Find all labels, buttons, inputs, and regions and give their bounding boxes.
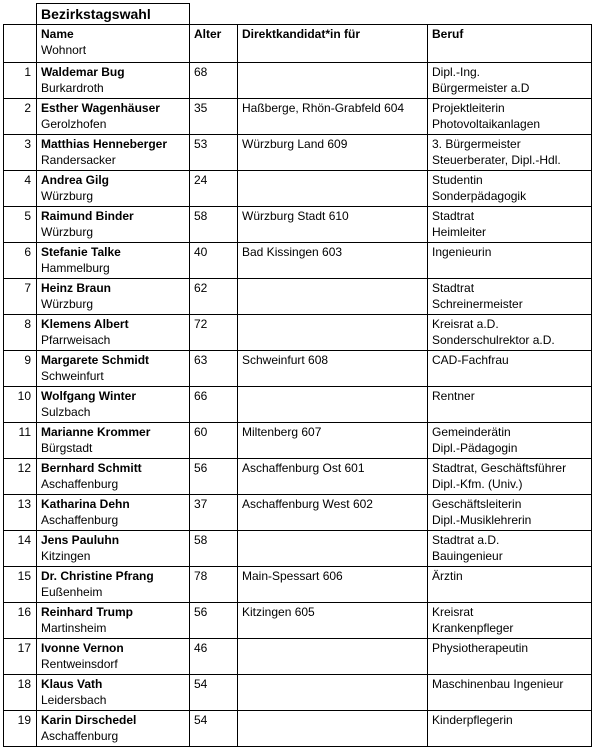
candidate-constituency xyxy=(238,639,428,675)
table-row xyxy=(4,567,592,603)
row-number: 4 xyxy=(4,171,37,207)
candidate-name: Waldemar Bug xyxy=(41,65,125,79)
candidate-age: 58 xyxy=(190,531,238,567)
row-number: 2 xyxy=(4,99,37,135)
candidate-age: 56 xyxy=(190,603,238,639)
candidate-age: 54 xyxy=(190,711,238,747)
candidate-profession-cell xyxy=(428,315,592,351)
candidate-profession-cell xyxy=(428,459,592,495)
candidate-cell xyxy=(37,711,190,747)
row-number: 18 xyxy=(4,675,37,711)
table-title: Bezirkstagswahl xyxy=(37,4,190,25)
candidate-profession-line2: Steuerberater, Dipl.-Hdl. xyxy=(432,153,561,167)
candidate-name: Raimund Binder xyxy=(41,209,134,223)
candidate-profession-line2: Schreinermeister xyxy=(432,297,523,311)
candidate-profession-line2: Bauingenieur xyxy=(432,549,503,563)
row-number: 3 xyxy=(4,135,37,171)
candidate-profession-line1: Stadtrat xyxy=(432,281,475,295)
candidate-constituency xyxy=(238,531,428,567)
candidate-profession-cell xyxy=(428,279,592,315)
candidate-age: 37 xyxy=(190,495,238,531)
candidate-constituency: Schweinfurt 608 xyxy=(238,351,428,387)
candidate-name: Jens Pauluhn xyxy=(41,533,120,547)
candidate-profession-cell xyxy=(428,207,592,243)
row-number: 7 xyxy=(4,279,37,315)
candidate-residence: Würzburg xyxy=(41,189,94,203)
candidate-constituency xyxy=(238,315,428,351)
header-beruf: Beruf xyxy=(428,25,592,63)
candidate-profession-cell xyxy=(428,135,592,171)
candidate-profession-line2: Dipl.-Kfm. (Univ.) xyxy=(432,477,523,491)
candidate-profession-line2: Heimleiter xyxy=(432,225,487,239)
candidate-profession-cell xyxy=(428,531,592,567)
row-number: 9 xyxy=(4,351,37,387)
candidate-profession-line1: Ärztin xyxy=(432,569,463,583)
candidate-age: 68 xyxy=(190,63,238,99)
candidate-profession-line1: Stadtrat xyxy=(432,209,475,223)
table-row xyxy=(4,531,592,567)
candidate-constituency: Kitzingen 605 xyxy=(238,603,428,639)
row-number: 15 xyxy=(4,567,37,603)
candidate-name: Matthias Henneberger xyxy=(41,137,168,151)
candidate-age: 54 xyxy=(190,675,238,711)
candidate-age: 58 xyxy=(190,207,238,243)
row-number: 1 xyxy=(4,63,37,99)
candidate-name: Klaus Vath xyxy=(41,677,103,691)
candidate-profession-line1: Stadtrat, Geschäftsführer xyxy=(432,461,567,475)
candidate-name: Klemens Albert xyxy=(41,317,129,331)
candidate-profession-line1: Maschinenbau Ingenieur xyxy=(432,677,564,691)
candidate-profession-cell xyxy=(428,567,592,603)
row-number: 11 xyxy=(4,423,37,459)
candidate-cell xyxy=(37,279,190,315)
candidate-constituency xyxy=(238,387,428,423)
candidate-residence: Bürgstadt xyxy=(41,441,93,455)
table-row xyxy=(4,459,592,495)
candidate-profession-line1: Ingenieurin xyxy=(432,245,492,259)
candidate-profession-line1: Stadtrat a.D. xyxy=(432,533,500,547)
row-number: 5 xyxy=(4,207,37,243)
candidate-cell xyxy=(37,351,190,387)
candidate-age: 24 xyxy=(190,171,238,207)
row-number: 14 xyxy=(4,531,37,567)
candidate-constituency: Würzburg Land 609 xyxy=(238,135,428,171)
candidate-profession-cell xyxy=(428,171,592,207)
candidate-cell xyxy=(37,531,190,567)
candidate-residence: Randersacker xyxy=(41,153,116,167)
candidate-residence: Schweinfurt xyxy=(41,369,104,383)
candidate-profession-line1: Studentin xyxy=(432,173,483,187)
table-row xyxy=(4,315,592,351)
candidate-name: Stefanie Talke xyxy=(41,245,121,259)
candidate-cell xyxy=(37,315,190,351)
table-row xyxy=(4,639,592,675)
candidate-age: 56 xyxy=(190,459,238,495)
table-row xyxy=(4,171,592,207)
candidate-constituency: Würzburg Stadt 610 xyxy=(238,207,428,243)
candidate-age: 35 xyxy=(190,99,238,135)
candidate-name: Ivonne Vernon xyxy=(41,641,124,655)
row-number: 6 xyxy=(4,243,37,279)
candidate-cell xyxy=(37,207,190,243)
candidate-residence: Hammelburg xyxy=(41,261,110,275)
candidate-constituency xyxy=(238,675,428,711)
candidate-constituency: Bad Kissingen 603 xyxy=(238,243,428,279)
candidate-cell xyxy=(37,603,190,639)
candidate-constituency: Miltenberg 607 xyxy=(238,423,428,459)
candidate-profession-line2: Photovoltaikanlagen xyxy=(432,117,541,131)
header-alter: Alter xyxy=(190,25,238,63)
candidate-profession-cell xyxy=(428,351,592,387)
candidate-profession-line1: 3. Bürgermeister xyxy=(432,137,521,151)
candidate-age: 62 xyxy=(190,279,238,315)
table-row xyxy=(4,135,592,171)
candidate-profession-line2: Dipl.-Musiklehrerin xyxy=(432,513,532,527)
table-row xyxy=(4,207,592,243)
candidate-name: Wolfgang Winter xyxy=(41,389,136,403)
row-number: 10 xyxy=(4,387,37,423)
candidate-profession-line1: Gemeinderätin xyxy=(432,425,511,439)
title-row xyxy=(4,4,592,25)
candidate-age: 53 xyxy=(190,135,238,171)
candidate-profession-line2: Bürgermeister a.D xyxy=(432,81,530,95)
table-row xyxy=(4,495,592,531)
candidate-residence: Würzburg xyxy=(41,225,94,239)
candidate-constituency xyxy=(238,171,428,207)
row-number: 8 xyxy=(4,315,37,351)
candidate-constituency xyxy=(238,279,428,315)
candidate-profession-cell xyxy=(428,711,592,747)
candidate-profession-cell xyxy=(428,423,592,459)
candidate-profession-line1: CAD-Fachfrau xyxy=(432,353,509,367)
table-row xyxy=(4,423,592,459)
title-spacer xyxy=(428,4,592,25)
candidate-age: 40 xyxy=(190,243,238,279)
candidate-profession-line1: Dipl.-Ing. xyxy=(432,65,481,79)
candidate-residence: Leidersbach xyxy=(41,693,107,707)
table-row xyxy=(4,711,592,747)
candidate-constituency: Aschaffenburg Ost 601 xyxy=(238,459,428,495)
candidate-cell xyxy=(37,63,190,99)
candidate-cell xyxy=(37,495,190,531)
table-row xyxy=(4,351,592,387)
row-number: 12 xyxy=(4,459,37,495)
candidate-table xyxy=(3,3,592,747)
candidate-profession-line1: Rentner xyxy=(432,389,475,403)
table-row xyxy=(4,279,592,315)
candidate-name: Marianne Krommer xyxy=(41,425,151,439)
candidate-cell xyxy=(37,639,190,675)
candidate-name: Bernhard Schmitt xyxy=(41,461,142,475)
candidate-residence: Würzburg xyxy=(41,297,94,311)
candidate-name: Dr. Christine Pfrang xyxy=(41,569,154,583)
table-row xyxy=(4,387,592,423)
candidate-residence: Aschaffenburg xyxy=(41,729,119,743)
header-direktkandidat: Direktkandidat*in für xyxy=(238,25,428,63)
candidate-profession-cell xyxy=(428,387,592,423)
table-row xyxy=(4,63,592,99)
table-row xyxy=(4,603,592,639)
candidate-profession-line2: Sonderpädagogik xyxy=(432,189,527,203)
candidate-constituency: Aschaffenburg West 602 xyxy=(238,495,428,531)
candidate-cell xyxy=(37,243,190,279)
table-row xyxy=(4,675,592,711)
candidate-cell xyxy=(37,567,190,603)
header-wohnort-label: Wohnort xyxy=(41,43,87,57)
candidate-age: 66 xyxy=(190,387,238,423)
candidate-constituency xyxy=(238,711,428,747)
candidate-profession-line1: Kinderpflegerin xyxy=(432,713,513,727)
candidate-cell xyxy=(37,99,190,135)
table-row xyxy=(4,243,592,279)
row-number: 13 xyxy=(4,495,37,531)
candidate-residence: Aschaffenburg xyxy=(41,513,119,527)
candidate-profession-cell xyxy=(428,243,592,279)
candidate-profession-cell xyxy=(428,63,592,99)
title-spacer xyxy=(4,4,37,25)
candidate-profession-line1: Kreisrat xyxy=(432,605,474,619)
candidate-profession-cell xyxy=(428,675,592,711)
row-number: 16 xyxy=(4,603,37,639)
candidate-name: Heinz Braun xyxy=(41,281,112,295)
candidate-residence: Burkardroth xyxy=(41,81,104,95)
candidate-profession-cell xyxy=(428,639,592,675)
candidate-cell xyxy=(37,171,190,207)
candidate-age: 46 xyxy=(190,639,238,675)
candidate-profession-cell xyxy=(428,495,592,531)
row-number: 19 xyxy=(4,711,37,747)
candidate-profession-line1: Geschäftsleiterin xyxy=(432,497,522,511)
candidate-residence: Martinsheim xyxy=(41,621,107,635)
row-number: 17 xyxy=(4,639,37,675)
candidate-name: Katharina Dehn xyxy=(41,497,130,511)
candidate-cell xyxy=(37,459,190,495)
candidate-constituency: Main-Spessart 606 xyxy=(238,567,428,603)
candidate-name: Reinhard Trump xyxy=(41,605,134,619)
candidate-profession-line1: Kreisrat a.D. xyxy=(432,317,499,331)
candidate-residence: Pfarrweisach xyxy=(41,333,111,347)
candidate-residence: Sulzbach xyxy=(41,405,91,419)
candidate-cell xyxy=(37,423,190,459)
header-nr xyxy=(4,25,37,63)
header-row xyxy=(4,25,592,63)
title-spacer xyxy=(238,4,428,25)
header-name-label: Name xyxy=(41,27,74,41)
candidate-cell xyxy=(37,387,190,423)
candidate-age: 60 xyxy=(190,423,238,459)
candidate-profession-line1: Physiotherapeutin xyxy=(432,641,529,655)
candidate-profession-line1: Projektleiterin xyxy=(432,101,505,115)
candidate-residence: Gerolzhofen xyxy=(41,117,107,131)
candidate-age: 78 xyxy=(190,567,238,603)
candidate-profession-line2: Krankenpfleger xyxy=(432,621,514,635)
candidate-constituency: Haßberge, Rhön-Grabfeld 604 xyxy=(238,99,428,135)
candidate-residence: Aschaffenburg xyxy=(41,477,119,491)
candidate-profession-line2: Sonderschulrektor a.D. xyxy=(432,333,555,347)
candidate-list-document xyxy=(3,3,592,747)
candidate-residence: Rentweinsdorf xyxy=(41,657,118,671)
candidate-age: 72 xyxy=(190,315,238,351)
candidate-constituency xyxy=(238,63,428,99)
candidate-age: 63 xyxy=(190,351,238,387)
candidate-cell xyxy=(37,675,190,711)
candidate-profession-cell xyxy=(428,99,592,135)
candidate-cell xyxy=(37,135,190,171)
candidate-name: Andrea Gilg xyxy=(41,173,110,187)
candidate-residence: Eußenheim xyxy=(41,585,103,599)
candidate-residence: Kitzingen xyxy=(41,549,91,563)
header-name xyxy=(37,25,190,63)
candidate-name: Esther Wagenhäuser xyxy=(41,101,160,115)
title-spacer xyxy=(190,4,238,25)
candidate-name: Karin Dirschedel xyxy=(41,713,137,727)
candidate-profession-cell xyxy=(428,603,592,639)
candidate-profession-line2: Dipl.-Pädagogin xyxy=(432,441,518,455)
table-row xyxy=(4,99,592,135)
candidate-name: Margarete Schmidt xyxy=(41,353,150,367)
